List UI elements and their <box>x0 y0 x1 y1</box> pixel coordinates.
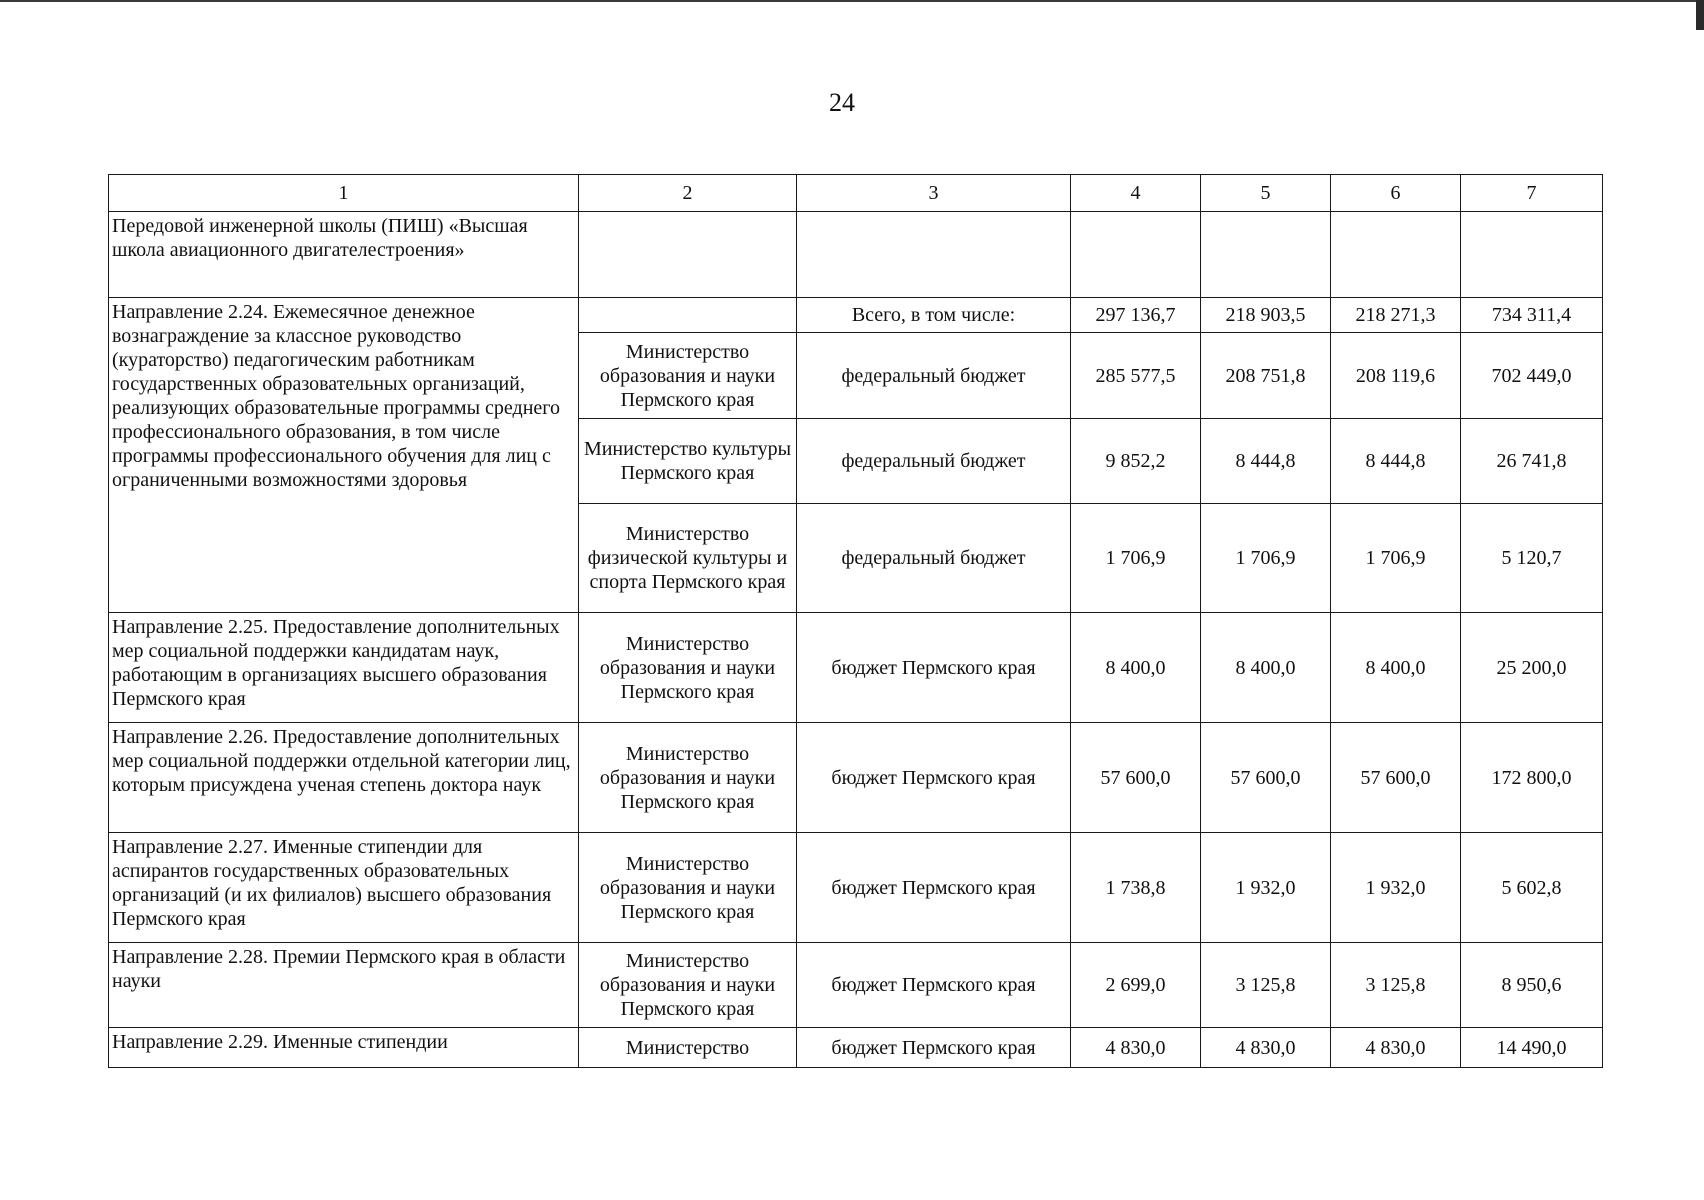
row-value: 3 125,8 <box>1201 943 1331 1028</box>
row-org <box>579 212 797 298</box>
row-value: 8 444,8 <box>1331 419 1461 504</box>
header-row <box>109 175 1603 212</box>
row-org: Министерство культуры Пермского края <box>579 419 797 504</box>
row-org: Министерство образования и науки Пермского края <box>579 333 797 419</box>
column-header: 7 <box>1461 175 1603 212</box>
row-value: 1 706,9 <box>1071 504 1201 613</box>
row-value: 8 400,0 <box>1071 613 1201 723</box>
column-header: 3 <box>797 175 1071 212</box>
row-value: 1 738,8 <box>1071 833 1201 943</box>
column-header: 5 <box>1201 175 1331 212</box>
row-source: федеральный бюджет <box>797 419 1071 504</box>
row-source: федеральный бюджет <box>797 333 1071 419</box>
row-org <box>579 298 797 333</box>
row-value: 172 800,0 <box>1461 723 1603 833</box>
row-source: бюджет Пермского края <box>797 833 1071 943</box>
row-value: 57 600,0 <box>1071 723 1201 833</box>
row-value: 3 125,8 <box>1331 943 1461 1028</box>
row-value: 297 136,7 <box>1071 298 1201 333</box>
row-source: федеральный бюджет <box>797 504 1071 613</box>
row-value: 2 699,0 <box>1071 943 1201 1028</box>
row-source: бюджет Пермского края <box>797 613 1071 723</box>
row-value: 208 119,6 <box>1331 333 1461 419</box>
row-value: 1 932,0 <box>1331 833 1461 943</box>
scan-edge-top <box>0 0 1704 2</box>
row-value: 26 741,8 <box>1461 419 1603 504</box>
scan-edge-corner <box>1696 0 1704 30</box>
row-description: Передовой инженерной школы (ПИШ) «Высшая школа авиационного двигателестроения» <box>109 212 579 298</box>
column-header: 4 <box>1071 175 1201 212</box>
row-value: 4 830,0 <box>1071 1028 1201 1068</box>
row-value: 208 751,8 <box>1201 333 1331 419</box>
row-org: Министерство образования и науки Пермского края <box>579 613 797 723</box>
row-org: Министерство образования и науки Пермского края <box>579 833 797 943</box>
row-source <box>797 212 1071 298</box>
page-number: 24 <box>829 88 855 117</box>
row-value: 285 577,5 <box>1071 333 1201 419</box>
row-description: Направление 2.27. Именные стипендии для аспирантов государственных образовательных организаций (и их филиалов) высшего образования Пермского края <box>109 833 579 943</box>
row-org: Министерство <box>579 1028 797 1068</box>
row-source: Всего, в том числе: <box>797 298 1071 333</box>
row-value: 14 490,0 <box>1461 1028 1603 1068</box>
row-value: 1 706,9 <box>1201 504 1331 613</box>
column-header: 6 <box>1331 175 1461 212</box>
row-description: Направление 2.28. Премии Пермского края в области науки <box>109 943 579 1028</box>
row-value: 4 830,0 <box>1331 1028 1461 1068</box>
row-value: 734 311,4 <box>1461 298 1603 333</box>
row-source: бюджет Пермского края <box>797 943 1071 1028</box>
row-value: 4 830,0 <box>1201 1028 1331 1068</box>
table-row <box>109 723 1603 833</box>
row-org: Министерство образования и науки Пермского края <box>579 723 797 833</box>
row-description: Направление 2.25. Предоставление дополнительных мер социальной поддержки кандидатам наук, работающим в организациях высшего образования Пермского края <box>109 613 579 723</box>
row-value: 57 600,0 <box>1201 723 1331 833</box>
row-description: Направление 2.24. Ежемесячное денежное вознаграждение за классное руководство (кураторство) педагогическим работникам государственных образовательных организаций, реализующих образовательные программы среднего профессионального образования, в том числе программы профессионального обучения для лиц с ограниченными возможностями здоровья <box>109 298 579 613</box>
row-value: 5 602,8 <box>1461 833 1603 943</box>
row-org: Министерство образования и науки Пермского края <box>579 943 797 1028</box>
column-header: 1 <box>109 175 579 212</box>
row-value <box>1201 212 1331 298</box>
row-value <box>1331 212 1461 298</box>
table-row <box>109 212 1603 298</box>
row-value: 8 400,0 <box>1331 613 1461 723</box>
row-value <box>1071 212 1201 298</box>
row-description: Направление 2.29. Именные стипендии <box>109 1028 579 1068</box>
column-header: 2 <box>579 175 797 212</box>
row-value: 1 932,0 <box>1201 833 1331 943</box>
row-value: 218 903,5 <box>1201 298 1331 333</box>
row-source: бюджет Пермского края <box>797 723 1071 833</box>
row-description: Направление 2.26. Предоставление дополнительных мер социальной поддержки отдельной категории лиц, которым присуждена ученая степень доктора наук <box>109 723 579 833</box>
row-value: 702 449,0 <box>1461 333 1603 419</box>
table-row <box>109 943 1603 1028</box>
row-value: 1 706,9 <box>1331 504 1461 613</box>
row-source: бюджет Пермского края <box>797 1028 1071 1068</box>
table-row <box>109 613 1603 723</box>
budget-table <box>108 174 1603 1068</box>
row-value: 8 950,6 <box>1461 943 1603 1028</box>
row-value: 8 444,8 <box>1201 419 1331 504</box>
table-row <box>109 298 1603 333</box>
row-value: 9 852,2 <box>1071 419 1201 504</box>
row-value: 25 200,0 <box>1461 613 1603 723</box>
table-row <box>109 1028 1603 1068</box>
row-value: 218 271,3 <box>1331 298 1461 333</box>
row-value: 8 400,0 <box>1201 613 1331 723</box>
row-value: 5 120,7 <box>1461 504 1603 613</box>
row-org: Министерство физической культуры и спорта Пермского края <box>579 504 797 613</box>
row-value: 57 600,0 <box>1331 723 1461 833</box>
table-row <box>109 833 1603 943</box>
row-value <box>1461 212 1603 298</box>
